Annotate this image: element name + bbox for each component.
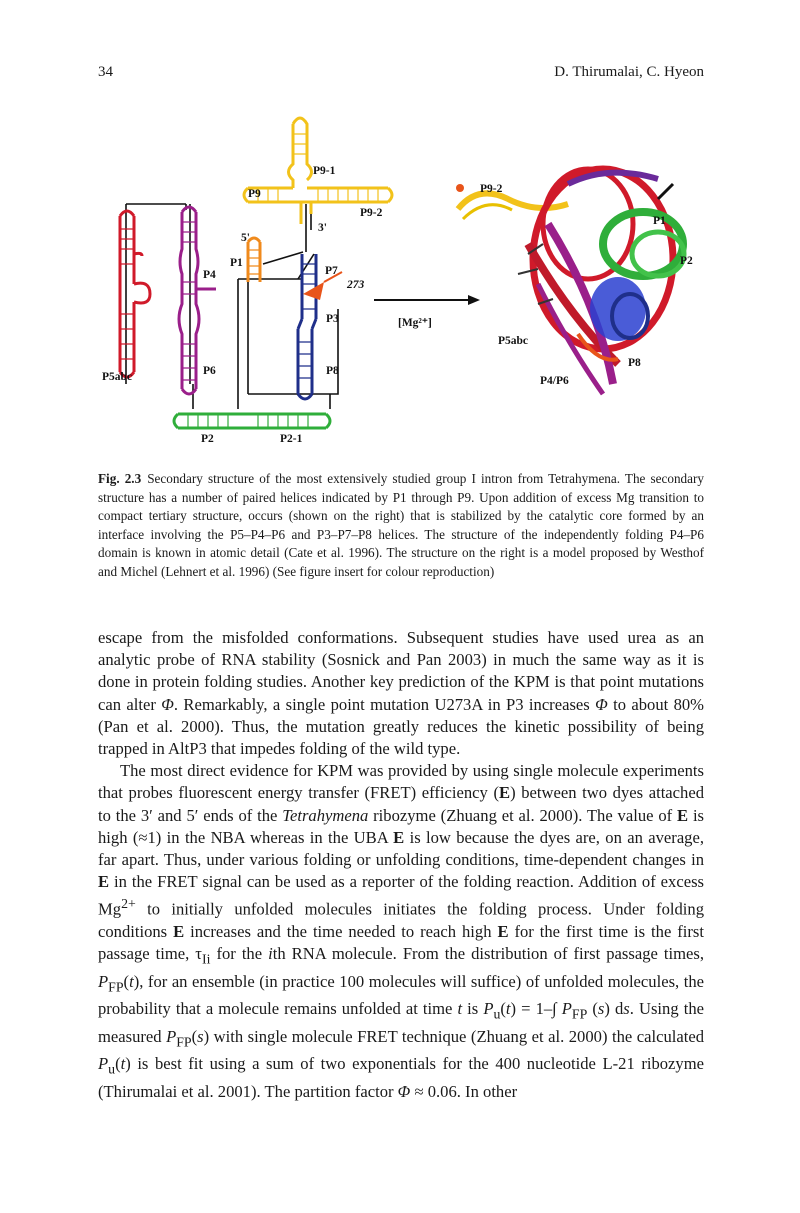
page-number: 34 — [98, 64, 113, 80]
label-p2: P2 — [201, 433, 214, 445]
text-run: escape from the misfolded conformations. Subsequent studies have used urea as an analytic probe of RNA stability (Sosnick and Pan 2003) in much the same way as it is done in protein folding studies. Another key prediction of the KPM is that point mutations can alter — [98, 628, 704, 714]
caption-text: Secondary structure of the most extensively studied group I intron from Tetrahymena. The secondary structure has a number of paired helices indicated by P1 through P9. Upon addition of excess Mg transition to compact tertiary structure, occurs (shown on the right) that is stabilized by the catalytic core formed by an interface involving the P5–P4–P6 and P3–P7–P8 helices. The structure of the independently folding P4–P6 domain is known in atomic detail (Cate et al. 1996). The structure on the right is a model proposed by Westhof and Michel (Lehnert et al. 1996) (See figure insert for colour reproduction) — [98, 471, 704, 579]
caption-label: Fig. 2.3 — [98, 471, 142, 486]
text-run: ) with single molecule FRET technique (Zhuang et al. 2000) the calculated — [203, 1026, 704, 1046]
superscript: 2+ — [121, 896, 136, 912]
label-right-p5abc: P5abc — [498, 335, 529, 347]
label-p5abc: P5abc — [102, 371, 133, 383]
subscript: u — [493, 1006, 501, 1022]
text-run: th RNA molecule. From the distribution of first passage times, — [272, 944, 704, 964]
text-run: is — [462, 999, 484, 1019]
text-run: ( — [115, 1054, 121, 1074]
math-italic: s — [597, 999, 605, 1019]
folding-arrow — [374, 295, 480, 329]
text-run: to about 80% (Pan et al. 2000). Thus, the mutation greatly reduces the kinetic possibility of being trapped in AltP3 that impedes folding of the wild type. — [98, 694, 705, 759]
text-run: ( — [123, 971, 130, 991]
subscript: FP — [571, 1006, 588, 1022]
tertiary-structure-model — [456, 169, 693, 394]
text-run: to initially unfolded molecules initiates the folding process. Under folding conditions — [98, 899, 704, 942]
text-run: ), for an ensemble (in practice 100 molecules will suffice) of unfolded molecules, the probability that a molecule remains unfolded at time — [98, 971, 704, 1019]
figure-caption — [98, 470, 704, 582]
text-run: ) = 1–∫ — [510, 999, 562, 1019]
symbol-e: E — [173, 922, 185, 942]
label-p4: P4 — [203, 269, 216, 281]
text-run: in the FRET signal can be used as a reporter of the folding reaction. Addition of excess Mg — [98, 872, 704, 919]
figure-graphic — [98, 104, 704, 454]
math-italic: t — [505, 999, 511, 1019]
label-right-p2: P2 — [680, 255, 693, 267]
subscript: FP — [108, 979, 124, 995]
label-right-p8: P8 — [628, 357, 641, 369]
figure-2-3 — [98, 104, 704, 454]
text-run: ribozyme (Zhuang et al. 2000). The value of — [368, 805, 678, 825]
p2-helix — [174, 414, 330, 428]
symbol-e: E — [498, 783, 511, 803]
math-italic: t — [120, 1054, 126, 1074]
text-run: . Remarkably, a single point mutation U273A in P3 increases — [173, 694, 596, 714]
label-p2-1: P2-1 — [280, 433, 303, 445]
body-text — [98, 627, 704, 1103]
label-p9: P9 — [248, 188, 261, 200]
paragraph-2 — [98, 760, 704, 1103]
species-name: Tetrahymena — [282, 805, 369, 825]
p1-helix — [248, 238, 260, 282]
subscript: FP — [176, 1034, 192, 1050]
math-italic: P — [166, 1026, 177, 1046]
text-run: The most direct evidence for KPM was provided by using single molecule experiments that probes fluorescent energy transfer (FRET) efficiency ( — [98, 761, 704, 803]
running-authors: D. Thirumalai, C. Hyeon — [554, 64, 704, 80]
math-italic: P — [561, 999, 572, 1019]
text-run: ( — [500, 999, 506, 1019]
text-run: for the — [210, 944, 269, 964]
label-p7: P7 — [325, 265, 338, 277]
symbol-e: E — [677, 805, 689, 825]
label-p6: P6 — [203, 365, 216, 377]
math-italic: t — [457, 999, 463, 1019]
label-right-p4p6: P4/P6 — [540, 375, 569, 387]
label-right-p1: P1 — [653, 215, 666, 227]
label-3-prime: 3' — [318, 222, 327, 234]
math-italic: s — [197, 1026, 204, 1046]
label-p8: P8 — [326, 365, 339, 377]
math-italic: P — [98, 1054, 109, 1074]
page-header — [98, 64, 704, 84]
subscript: Ii — [201, 951, 211, 967]
p5abc-helix — [120, 211, 150, 377]
text-run: is low because the dyes are, on an average, far apart. Thus, under various folding or unfolding conditions, time-dependent changes in — [98, 827, 704, 870]
text-run: ( — [587, 999, 598, 1019]
text-run: increases and the time needed to reach high — [184, 922, 498, 942]
math-italic: i — [268, 944, 273, 964]
math-italic: s — [623, 999, 630, 1019]
label-273: 273 — [347, 279, 365, 291]
label-p1: P1 — [230, 257, 243, 269]
text-run: is high (≈1) in the NBA whereas in the UBA — [98, 805, 705, 847]
text-run: ) d — [604, 999, 624, 1019]
symbol-e: E — [393, 827, 405, 847]
symbol-e: E — [497, 922, 509, 942]
label-right-p9-2: P9-2 — [480, 183, 503, 195]
text-run: ) is best fit using a sum of two exponentials for the 400 nucleotide L-21 ribozyme (Thirumalai et al. 2001). The partition factor — [98, 1054, 704, 1101]
text-run: ) between two dyes attached to the 3′ and 5′ ends of the — [98, 783, 704, 825]
text-run: for the first time is the first passage time, τ — [98, 922, 704, 964]
symbol-phi: Φ — [397, 1081, 411, 1101]
text-run: . Using the measured — [98, 999, 704, 1046]
subscript: u — [108, 1061, 116, 1077]
label-p9-1: P9-1 — [313, 165, 336, 177]
math-italic: P — [98, 971, 109, 991]
label-mg2plus: [Mg²⁺] — [398, 317, 432, 329]
math-italic: P — [483, 999, 494, 1019]
label-5-prime: 5' — [241, 232, 250, 244]
symbol-phi: Φ — [161, 694, 174, 714]
symbol-e: E — [98, 872, 110, 892]
math-italic: t — [129, 971, 134, 991]
secondary-structure-diagram — [102, 118, 392, 445]
text-run: ( — [191, 1026, 198, 1046]
paragraph-1 — [98, 627, 704, 760]
symbol-phi: Φ — [595, 694, 608, 714]
p3-p7-p8-helix — [298, 254, 316, 399]
label-p3: P3 — [326, 313, 339, 325]
text-run: ≈ 0.06. In other — [410, 1081, 518, 1101]
label-p9-2: P9-2 — [360, 207, 383, 219]
